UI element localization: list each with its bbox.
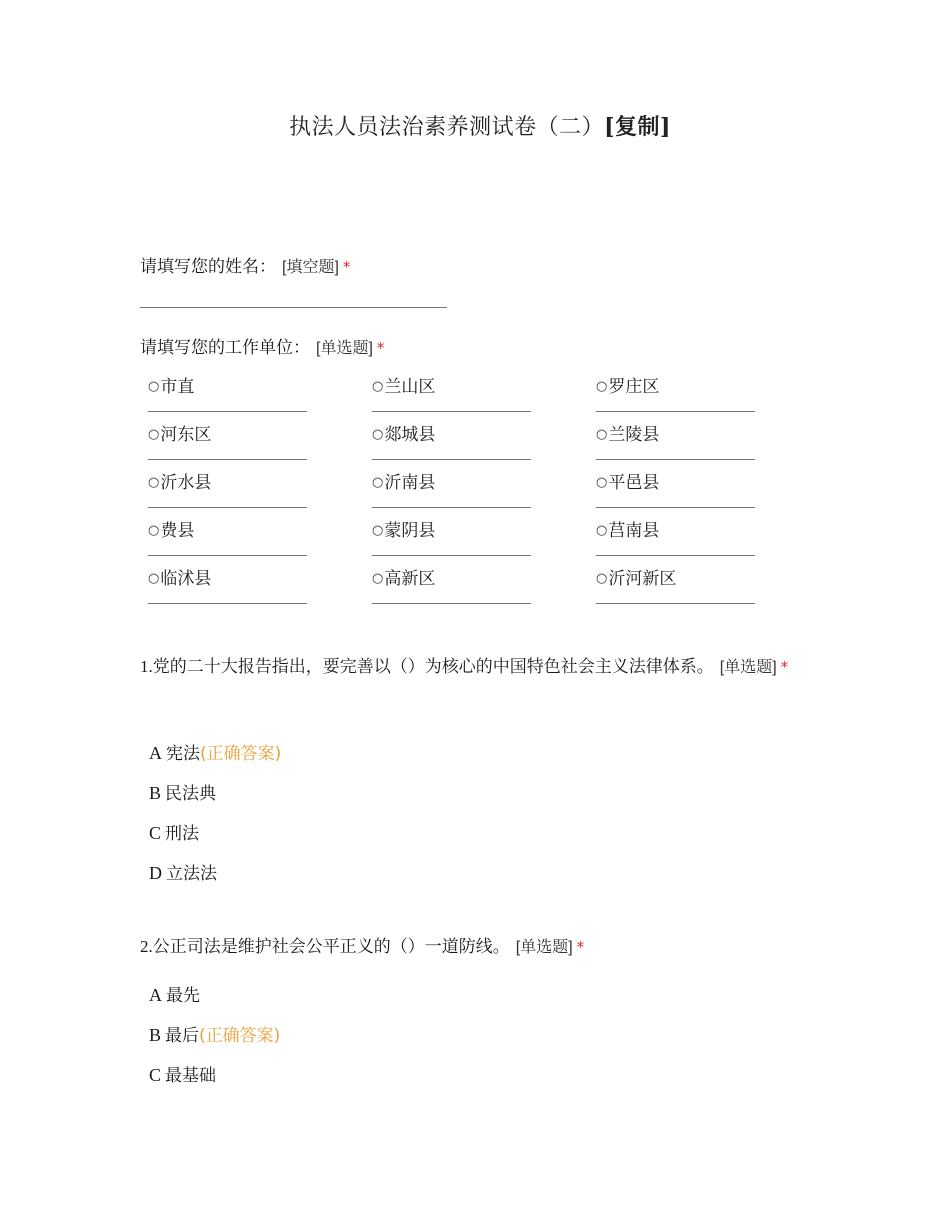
option-underline [372,411,531,412]
choice-text: 立法法 [166,864,217,884]
page-title [0,110,950,141]
radio-circle-icon[interactable]: ○ [596,571,608,586]
correct-answer-note: (正确答案) [200,744,282,764]
question-1 [140,648,810,686]
option-underline [596,411,755,412]
unit-option-label: 市直 [160,377,195,397]
q2-choice-a[interactable] [149,981,200,1006]
question-type: [单选题] [515,939,573,956]
option-underline [148,555,307,556]
unit-option[interactable] [596,418,756,466]
option-underline [372,603,531,604]
option-underline [148,507,307,508]
q1-choice-b[interactable] [149,779,216,804]
unit-option-label: 兰陵县 [608,425,660,445]
question-type: [填空题] [282,259,339,276]
unit-option[interactable] [148,514,308,562]
question-unit-label: 请填写您的工作单位： [140,338,310,358]
question-number: 2. [140,937,153,956]
q2-choice-c[interactable] [149,1061,216,1086]
unit-option-label: 沂南县 [384,473,436,493]
radio-circle-icon[interactable]: ○ [596,523,608,538]
correct-answer-note: (正确答案) [199,1026,281,1046]
question-name-label: 请填写您的姓名： [140,257,276,277]
unit-option[interactable] [148,562,308,610]
required-star: * [342,258,351,276]
q1-choice-a[interactable] [149,739,281,764]
option-underline [596,507,755,508]
choice-text: 最基础 [165,1066,217,1086]
question-name [140,252,350,277]
radio-circle-icon[interactable]: ○ [596,475,608,490]
choice-letter: D [149,863,162,883]
choice-text: 民法典 [165,784,217,804]
radio-circle-icon[interactable]: ○ [148,523,160,538]
radio-circle-icon[interactable]: ○ [596,427,608,442]
unit-option-label: 平邑县 [608,473,660,493]
question-2 [140,928,810,966]
unit-option[interactable] [596,514,756,562]
option-underline [148,411,307,412]
choice-text: 最后 [165,1026,200,1046]
choice-text: 宪法 [166,744,200,764]
radio-circle-icon[interactable]: ○ [148,379,160,394]
unit-option-label: 沂水县 [160,473,212,493]
unit-option-label: 兰山区 [384,377,436,397]
unit-option-label: 高新区 [384,569,436,589]
radio-circle-icon[interactable]: ○ [148,475,160,490]
title-main: 执法人员法治素养测试卷（二） [289,115,605,140]
choice-letter: A [149,743,162,763]
choice-text: 刑法 [165,824,200,844]
radio-circle-icon[interactable]: ○ [372,379,384,394]
unit-option-label: 临沭县 [160,569,212,589]
unit-option[interactable] [372,514,532,562]
choice-letter: A [149,985,162,1005]
option-underline [596,603,755,604]
option-underline [596,459,755,460]
option-underline [372,459,531,460]
option-underline [148,603,307,604]
question-number: 1. [140,657,153,676]
unit-option[interactable] [372,466,532,514]
unit-option-label: 沂河新区 [608,569,677,589]
radio-circle-icon[interactable]: ○ [372,475,384,490]
unit-option-label: 费县 [160,521,195,541]
question-text: 公正司法是维护社会公平正义的（）一道防线。 [152,937,510,957]
radio-circle-icon[interactable]: ○ [596,379,608,394]
question-type: [单选题] [316,340,373,357]
choice-letter: B [149,783,162,803]
name-input-line[interactable] [140,307,447,308]
unit-option[interactable] [148,370,308,418]
q2-choice-b[interactable] [149,1021,280,1046]
radio-circle-icon[interactable]: ○ [372,571,384,586]
unit-option[interactable] [596,370,756,418]
option-underline [596,555,755,556]
unit-option[interactable] [596,562,756,610]
required-star: * [576,938,585,956]
radio-circle-icon[interactable]: ○ [372,427,384,442]
unit-option-label: 河东区 [160,425,212,445]
unit-option-label: 郯城县 [384,425,436,445]
option-underline [372,555,531,556]
unit-option[interactable] [372,562,532,610]
unit-option[interactable] [372,418,532,466]
option-underline [148,459,307,460]
unit-option-label: 罗庄区 [608,377,660,397]
radio-circle-icon[interactable]: ○ [148,427,160,442]
title-suffix: [复制] [604,114,671,140]
option-underline [372,507,531,508]
question-text: 党的二十大报告指出，要完善以（）为核心的中国特色社会主义法律体系。 [152,657,714,677]
choice-letter: C [149,1065,162,1085]
required-star: * [376,339,385,357]
unit-option-label: 蒙阴县 [384,521,436,541]
radio-circle-icon[interactable]: ○ [372,523,384,538]
unit-option-label: 莒南县 [608,521,660,541]
choice-letter: C [149,823,162,843]
question-type: [单选题] [719,659,777,676]
q1-choice-c[interactable] [149,819,199,844]
choice-text: 最先 [166,986,200,1006]
q1-choice-d[interactable] [149,859,217,884]
unit-option[interactable] [148,466,308,514]
unit-option[interactable] [596,466,756,514]
unit-option[interactable] [148,418,308,466]
radio-circle-icon[interactable]: ○ [148,571,160,586]
question-unit [140,333,384,358]
unit-option[interactable] [372,370,532,418]
required-star: * [780,658,789,676]
choice-letter: B [149,1025,162,1045]
